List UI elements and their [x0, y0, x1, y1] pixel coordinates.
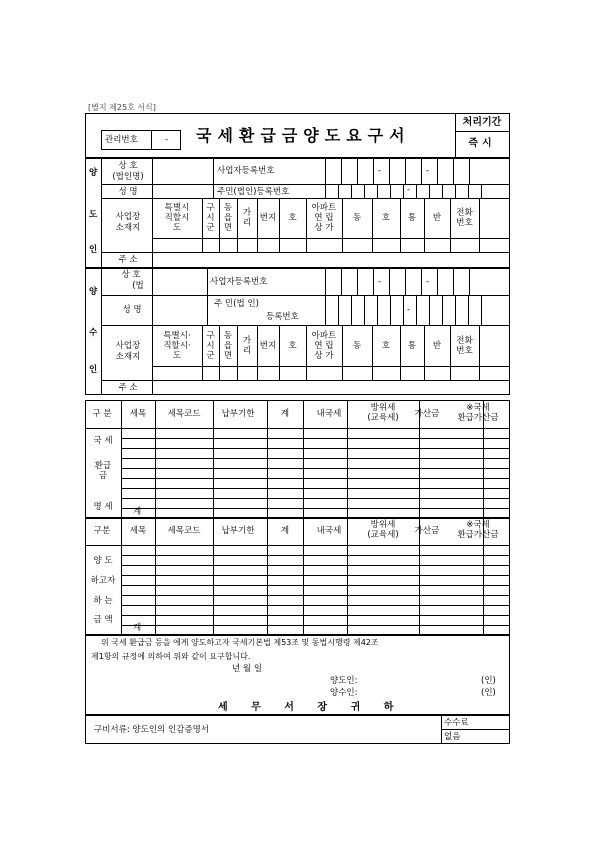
transfer-header-domestic: 내국세 [316, 526, 342, 536]
transfer-header-tax-item: 세목 [129, 526, 147, 536]
transferee-addr-col-4: 번지 [259, 340, 277, 351]
transfer-header-defense: 방위세 (교육세) [367, 520, 399, 540]
refund-grid[interactable] [85, 400, 510, 518]
refund-side-3: 명 세 [93, 502, 113, 512]
refund-header-total: 계 [280, 409, 290, 419]
transferee-bizno-dash-1: - [378, 277, 382, 287]
transferee-resno-dash: - [407, 305, 411, 315]
transferor-addr-col-1: 구 시 군 [206, 203, 215, 233]
transfer-side-3: 하 는 [93, 596, 113, 606]
transferor-bizno-label: 사업자등록번호 [217, 166, 275, 176]
transfer-header-additional: 가산금 [414, 526, 440, 536]
fee-value: 없음 [444, 732, 461, 742]
transferee-name-label-2: (법 [132, 281, 144, 291]
transferee-person-label: 성 명 [122, 305, 142, 315]
statement-date[interactable]: 년 월 일 [232, 664, 263, 674]
transferor-resno-dash: - [407, 185, 411, 195]
transferor-side-2: 도 [89, 210, 98, 220]
refund-header-due-date: 납부기한 [221, 409, 255, 419]
transferor-addr-col-3: 가 리 [242, 208, 252, 228]
transferor-addr-label-2: 소재지 [115, 223, 141, 233]
transferee-addr-grid[interactable] [152, 325, 510, 380]
transferor-side-3: 인 [89, 245, 98, 255]
transferee-addr-col-3: 가 리 [242, 335, 252, 356]
transferor-addr-col-7: 동 [352, 213, 362, 223]
transferor-addr-grid[interactable] [152, 198, 510, 252]
transferee-resno-label-2: 등록번호 [266, 312, 299, 322]
processing-period-label: 처리기간 [462, 117, 502, 128]
transferee-addr-label-2: 소재지 [115, 352, 141, 362]
transferee-addr-col-6: 아파트 연 립 상 가 [311, 330, 337, 361]
transferor-bizno-dash-2: - [426, 166, 430, 176]
transferee-name-label: 상 호 [121, 270, 141, 280]
transferee-addr-col-11: 전화 번호 [456, 335, 473, 356]
transferor-sign-label: 양도인: [330, 676, 358, 686]
refund-header-defense: 방위세 (교육세) [367, 403, 399, 423]
refund-header-additional: 가산금 [414, 409, 440, 419]
transferee-addr-col-7: 동 [352, 340, 362, 351]
processing-period-value: 즉시 [468, 138, 496, 149]
refund-side-1: 국 세 [93, 436, 113, 446]
transferee-bizno-dash-2: - [426, 277, 430, 287]
transfer-header-tax-code: 세목코드 [167, 526, 201, 536]
transferor-addr-col-0: 특별시 직할시 도 [164, 203, 190, 233]
transferor-name-label-2: (법인명) [112, 172, 144, 182]
transferor-address-label: 주 소 [118, 255, 138, 265]
transferor-side-1: 양 [89, 168, 98, 178]
transferor-resno-label: 주민(법인)등록번호 [217, 187, 290, 197]
transferee-bizno-label: 사업자등록번호 [210, 277, 268, 287]
transfer-grid[interactable] [85, 518, 510, 635]
transferor-addr-col-6: 아파트 연 립 상 가 [311, 203, 337, 233]
refund-total-label: 계 [133, 507, 142, 517]
transfer-header-total: 계 [280, 526, 290, 536]
attachments-note: 구비서류: 양도인의 인감증명서 [94, 725, 210, 735]
form-reference: [별지 제25호 서식] [88, 103, 156, 112]
refund-header-tax-code: 세목코드 [167, 409, 201, 419]
statement-line-2: 제1항의 규정에 의하여 위와 같이 요구합니다. [91, 652, 251, 661]
transferee-addr-label: 사업장 [115, 341, 141, 351]
transferor-addr-col-11: 전화 번호 [456, 208, 473, 228]
transfer-header-due-date: 납부기한 [221, 526, 255, 536]
refund-header-refund-interest: ※국세 환급가산금 [457, 403, 499, 423]
transferor-person-label: 성 명 [118, 187, 138, 197]
addressee: 세 무 서 장 귀 하 [218, 702, 404, 713]
transferor-addr-col-8: 호 [381, 213, 391, 223]
transferee-side-1: 양 [89, 287, 98, 297]
transferor-addr-col-5: 호 [288, 213, 297, 223]
transferee-addr-col-8: 호 [381, 340, 391, 351]
transferor-addr-label: 사업장 [115, 212, 141, 222]
transferor-bizno-boxes[interactable] [325, 158, 510, 184]
transferee-side-3: 인 [89, 365, 98, 375]
mgmt-number-label: 관리번호 [105, 135, 138, 145]
transferee-addr-col-10: 반 [432, 340, 442, 351]
transferee-addr-col-5: 호 [288, 340, 297, 351]
transferee-addr-col-0: 특별시· 직할시· 도 [163, 330, 191, 361]
mgmt-number-value[interactable]: - [165, 135, 169, 145]
transferee-seal: (인) [481, 688, 496, 698]
refund-header-tax-item: 세목 [129, 409, 147, 419]
transferor-resno-boxes[interactable] [325, 184, 510, 198]
transferee-addr-col-9: 통 [407, 340, 417, 351]
refund-side-2: 환급 금 [94, 461, 112, 481]
transfer-header-category: 구분 [93, 526, 111, 536]
statement-line-1: 위 국세 환급금 등을 에게 양도하고자 국세기본법 제53조 및 동법시행령 제42조 [101, 638, 379, 647]
transfer-side-4: 금 액 [93, 615, 113, 625]
transferee-sign-label: 양수인: [330, 688, 358, 698]
transferee-bizno-boxes[interactable] [325, 268, 510, 295]
transferor-seal: (인) [481, 676, 496, 686]
transferor-addr-col-9: 통 [407, 213, 417, 223]
transferor-name-label: 상 호 [118, 161, 138, 171]
transferee-resno-label: 주 민(법 인) [214, 299, 259, 309]
transferee-addr-col-1: 구 시 군 [206, 330, 215, 361]
transfer-side-1: 양 도 [93, 556, 113, 566]
transferee-resno-boxes[interactable] [325, 295, 510, 325]
form-title: 국세환급금양도요구서 [196, 126, 411, 145]
transferor-addr-col-2: 동 읍 면 [223, 203, 233, 233]
fee-label: 수수료 [444, 718, 469, 728]
transfer-total-label: 계 [133, 623, 142, 633]
transfer-header-refund-interest: ※국세 환급가산금 [457, 520, 499, 540]
refund-header-domestic: 내국세 [316, 409, 342, 419]
transfer-side-2: 하고자 [90, 576, 116, 586]
transferee-address-label: 주 소 [118, 383, 138, 393]
transferor-addr-col-10: 반 [432, 213, 442, 223]
transferee-addr-col-2: 동 읍 면 [223, 330, 233, 361]
refund-header-category: 구 분 [92, 409, 112, 419]
transferee-side-2: 수 [89, 328, 98, 338]
transferor-addr-col-4: 번지 [259, 213, 277, 223]
transferor-bizno-dash-1: - [378, 166, 382, 176]
